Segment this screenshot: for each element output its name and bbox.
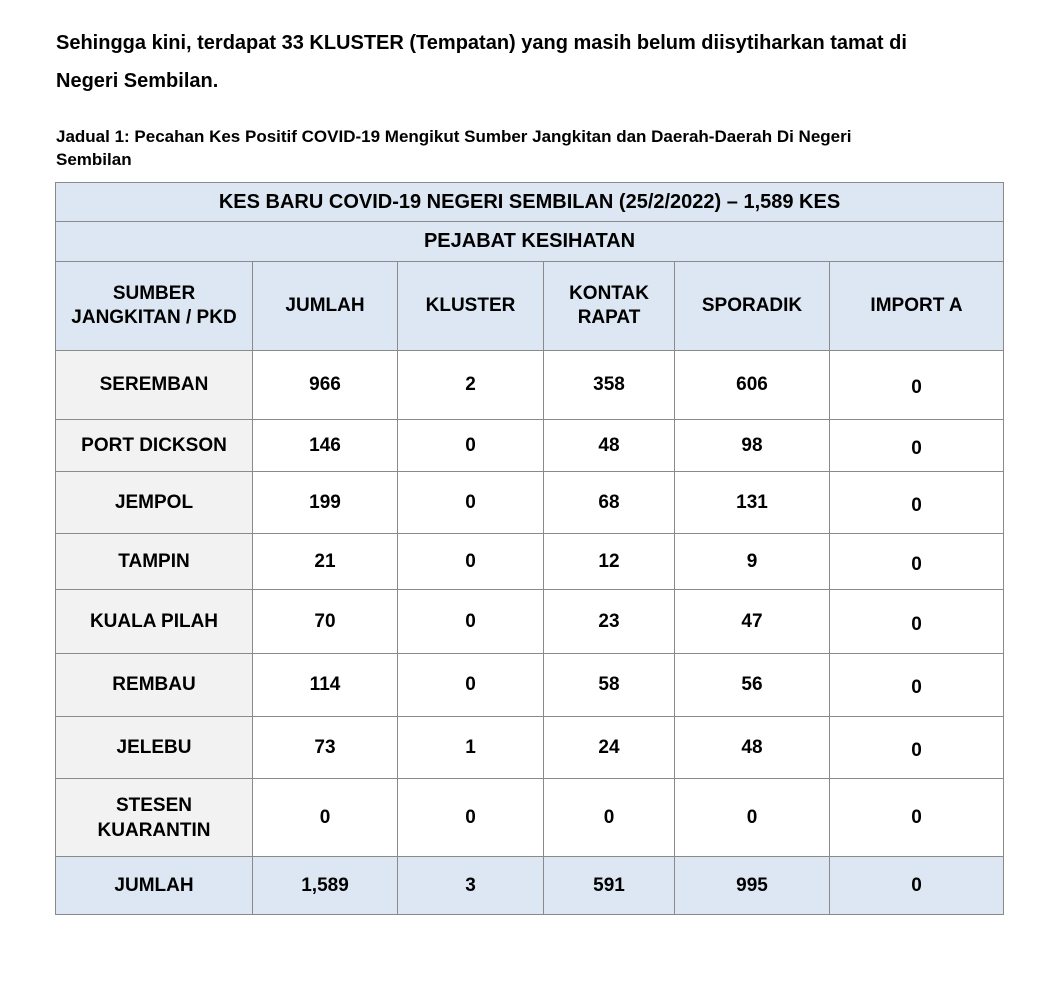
jumlah-cell: 70 (253, 590, 398, 654)
import-value: 0 (911, 494, 922, 516)
region-cell: REMBAU (56, 654, 253, 717)
import-value: 0 (911, 613, 922, 635)
header-jumlah: JUMLAH (253, 262, 398, 351)
table-title-row (56, 183, 1004, 222)
sporadik-cell: 47 (675, 590, 830, 654)
import-cell (830, 717, 1004, 779)
kontak-cell: 23 (544, 590, 675, 654)
table-header-row (56, 262, 1004, 351)
covid-cases-table (55, 182, 1004, 915)
table-subtitle: PEJABAT KESIHATAN (56, 222, 1004, 262)
kontak-cell: 58 (544, 654, 675, 717)
sporadik-cell: 48 (675, 717, 830, 779)
kontak-cell: 0 (544, 779, 675, 857)
region-cell: PORT DICKSON (56, 420, 253, 472)
sporadik-cell: 131 (675, 472, 830, 534)
jumlah-cell: 21 (253, 534, 398, 590)
kontak-cell: 68 (544, 472, 675, 534)
total-import: 0 (830, 857, 1004, 915)
total-label: JUMLAH (56, 857, 253, 915)
total-sporadik: 995 (675, 857, 830, 915)
import-value: 0 (911, 677, 922, 698)
import-cell (830, 654, 1004, 717)
caption-line-1: Jadual 1: Pecahan Kes Positif COVID-19 Mengikut Sumber Jangkitan dan Daerah-Daerah Di Negeri (56, 127, 852, 146)
kontak-cell: 12 (544, 534, 675, 590)
table-title: KES BARU COVID-19 NEGERI SEMBILAN (25/2/2022) – 1,589 KES (56, 183, 1004, 222)
sporadik-cell: 0 (675, 779, 830, 857)
import-cell (830, 351, 1004, 420)
table-row (56, 534, 1004, 590)
jumlah-cell: 73 (253, 717, 398, 779)
table-row (56, 590, 1004, 654)
region-cell: TAMPIN (56, 534, 253, 590)
table-subtitle-row (56, 222, 1004, 262)
intro-line-2: Negeri Sembilan. (56, 70, 219, 92)
header-kluster: KLUSTER (398, 262, 544, 351)
kluster-cell: 0 (398, 472, 544, 534)
region-name: STESEN KUARANTIN (97, 794, 211, 841)
table-row (56, 420, 1004, 472)
table-row (56, 351, 1004, 420)
jumlah-cell: 966 (253, 351, 398, 420)
jumlah-cell: 0 (253, 779, 398, 857)
import-value: 0 (911, 437, 922, 459)
import-cell (830, 472, 1004, 534)
kontak-cell: 48 (544, 420, 675, 472)
table-total-row (56, 857, 1004, 915)
region-cell: JELEBU (56, 717, 253, 779)
import-cell (830, 590, 1004, 654)
kluster-cell: 0 (398, 654, 544, 717)
kontak-cell: 24 (544, 717, 675, 779)
import-cell (830, 534, 1004, 590)
import-cell: 0 (830, 779, 1004, 857)
table-row (56, 779, 1004, 857)
header-source: SUMBER JANGKITAN / PKD (56, 262, 253, 351)
header-import: IMPORT A (830, 262, 1004, 351)
kluster-cell: 0 (398, 420, 544, 472)
table-row (56, 472, 1004, 534)
import-value: 0 (911, 739, 922, 761)
jumlah-cell: 146 (253, 420, 398, 472)
import-value: 0 (911, 377, 922, 398)
total-jumlah: 1,589 (253, 857, 398, 915)
intro-paragraph (56, 24, 1016, 100)
region-cell (56, 779, 253, 857)
region-cell: JEMPOL (56, 472, 253, 534)
sporadik-cell: 606 (675, 351, 830, 420)
header-kontak-rapat: KONTAK RAPAT (544, 262, 675, 351)
sporadik-cell: 98 (675, 420, 830, 472)
sporadik-cell: 56 (675, 654, 830, 717)
table-caption (56, 125, 1006, 171)
table-row (56, 654, 1004, 717)
kontak-cell: 358 (544, 351, 675, 420)
kluster-cell: 1 (398, 717, 544, 779)
kluster-cell: 0 (398, 534, 544, 590)
jumlah-cell: 199 (253, 472, 398, 534)
total-kontak: 591 (544, 857, 675, 915)
total-kluster: 3 (398, 857, 544, 915)
table-row (56, 717, 1004, 779)
sporadik-cell: 9 (675, 534, 830, 590)
caption-line-2: Sembilan (56, 150, 132, 169)
region-cell: SEREMBAN (56, 351, 253, 420)
region-cell: KUALA PILAH (56, 590, 253, 654)
header-sporadik: SPORADIK (675, 262, 830, 351)
jumlah-cell: 114 (253, 654, 398, 717)
import-value: 0 (911, 553, 922, 575)
kluster-cell: 0 (398, 590, 544, 654)
kluster-cell: 2 (398, 351, 544, 420)
import-cell (830, 420, 1004, 472)
kluster-cell: 0 (398, 779, 544, 857)
intro-line-1: Sehingga kini, terdapat 33 KLUSTER (Tempatan) yang masih belum diisytiharkan tamat di (56, 32, 907, 54)
